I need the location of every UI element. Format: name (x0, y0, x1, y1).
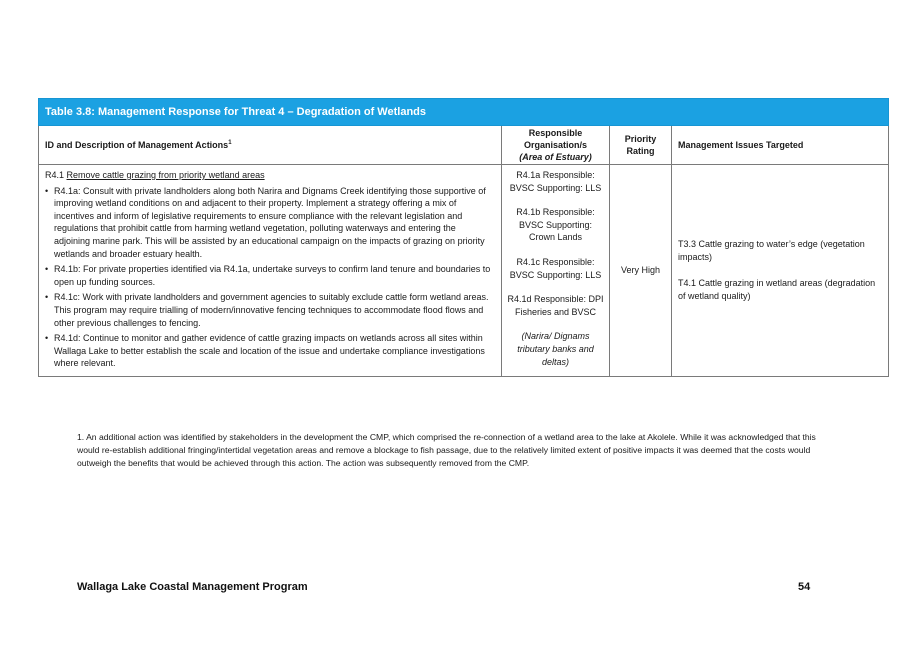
issue-t3-3: T3.3 Cattle grazing to water’s edge (vegetation impacts) (678, 239, 865, 262)
header-actions-label: ID and Description of Management Actions (45, 140, 229, 150)
action-bullet-r4-1d: • R4.1d: Continue to monitor and gather evidence of cattle grazing impacts on wetlands across all sites within Wallaga Lake to better establish the scale and location of the issue and undertake compliance investigations where relevant. (54, 332, 493, 370)
priority-rating: Very High (610, 165, 672, 377)
responsible-r4-1d: R4.1d Responsible: DPI Fisheries and BVSC (507, 294, 604, 317)
action-heading (45, 169, 493, 182)
page-number: 54 (798, 581, 811, 593)
header-responsible-line1: Responsible (528, 128, 583, 138)
responsible-area: (Narira/ Dignams tributary banks and deltas) (517, 331, 594, 367)
action-bullet-r4-1b: • R4.1b: For private properties identified via R4.1a, undertake surveys to confirm land tenure and boundaries to open up funding sources. (54, 263, 493, 288)
header-priority (610, 126, 672, 165)
footnote-marker: 1 (228, 140, 232, 146)
action-id: R4.1 (45, 170, 67, 180)
responsible-r4-1b: R4.1b Responsible: BVSC Supporting: Crown Lands (516, 207, 595, 243)
table-title: Table 3.8: Management Response for Threat 4 – Degradation of Wetlands (39, 99, 889, 126)
header-priority-line2: Rating (626, 146, 655, 156)
footnote: 1. An additional action was identified by stakeholders in the development the CMP, which comprised the re-connection of a wetland area to the lake at Akolele. While it was acknowledged that this would re-establish additional fringing/intertidal vegetation areas and remove a blockage to fish passage, due to the relatively limited extent of positive impacts it was deemed that the costs would outweigh the benefits that would be achieved through this action. The action was subsequently removed from the CMP. (77, 432, 816, 468)
responsible-r4-1a: R4.1a Responsible: BVSC Supporting: LLS (509, 170, 602, 193)
footer-title: Wallaga Lake Coastal Management Program (77, 581, 308, 593)
action-bullet-r4-1a: • R4.1a: Consult with private landholders along both Narira and Dignams Creek identifying those supportive of improving wetland conditions on and adjacent to their property. Implement a strategy offering a mix of incentives and inform of legislative requirements to ensure compliance with the relevant legislation and regulations that prohibit cattle from harming wetland vegetation, polluting waterways and entering the adjoining marine park. This will be assisted by an educational campaign on the impacts of grazing on priority wetlands and broader estuary health. (54, 185, 493, 261)
header-issues: Management Issues Targeted (672, 126, 889, 165)
action-title: Remove cattle grazing from priority wetland areas (66, 170, 265, 180)
header-priority-line1: Priority (624, 134, 657, 144)
issues-cell (672, 165, 889, 377)
management-response-table (38, 98, 889, 377)
header-responsible-line2: Organisation/s (523, 140, 587, 150)
table-row (39, 165, 889, 377)
header-actions (39, 126, 502, 165)
responsible-cell (502, 165, 610, 377)
action-bullet-r4-1c: • R4.1c: Work with private landholders and government agencies to suitably exclude cattle form wetland areas. This program may require trialling of modern/innovative fencing techniques to accommodate flood flows and other previous challenges to fencing. (54, 291, 493, 329)
actions-cell (39, 165, 502, 377)
header-responsible (502, 126, 610, 165)
responsible-r4-1c: R4.1c Responsible: BVSC Supporting: LLS (509, 256, 602, 280)
header-responsible-line3: (Area of Estuary) (519, 152, 592, 162)
action-bullet-list (45, 185, 493, 370)
issue-t4-1: T4.1 Cattle grazing in wetland areas (degradation of wetland quality) (678, 278, 876, 302)
